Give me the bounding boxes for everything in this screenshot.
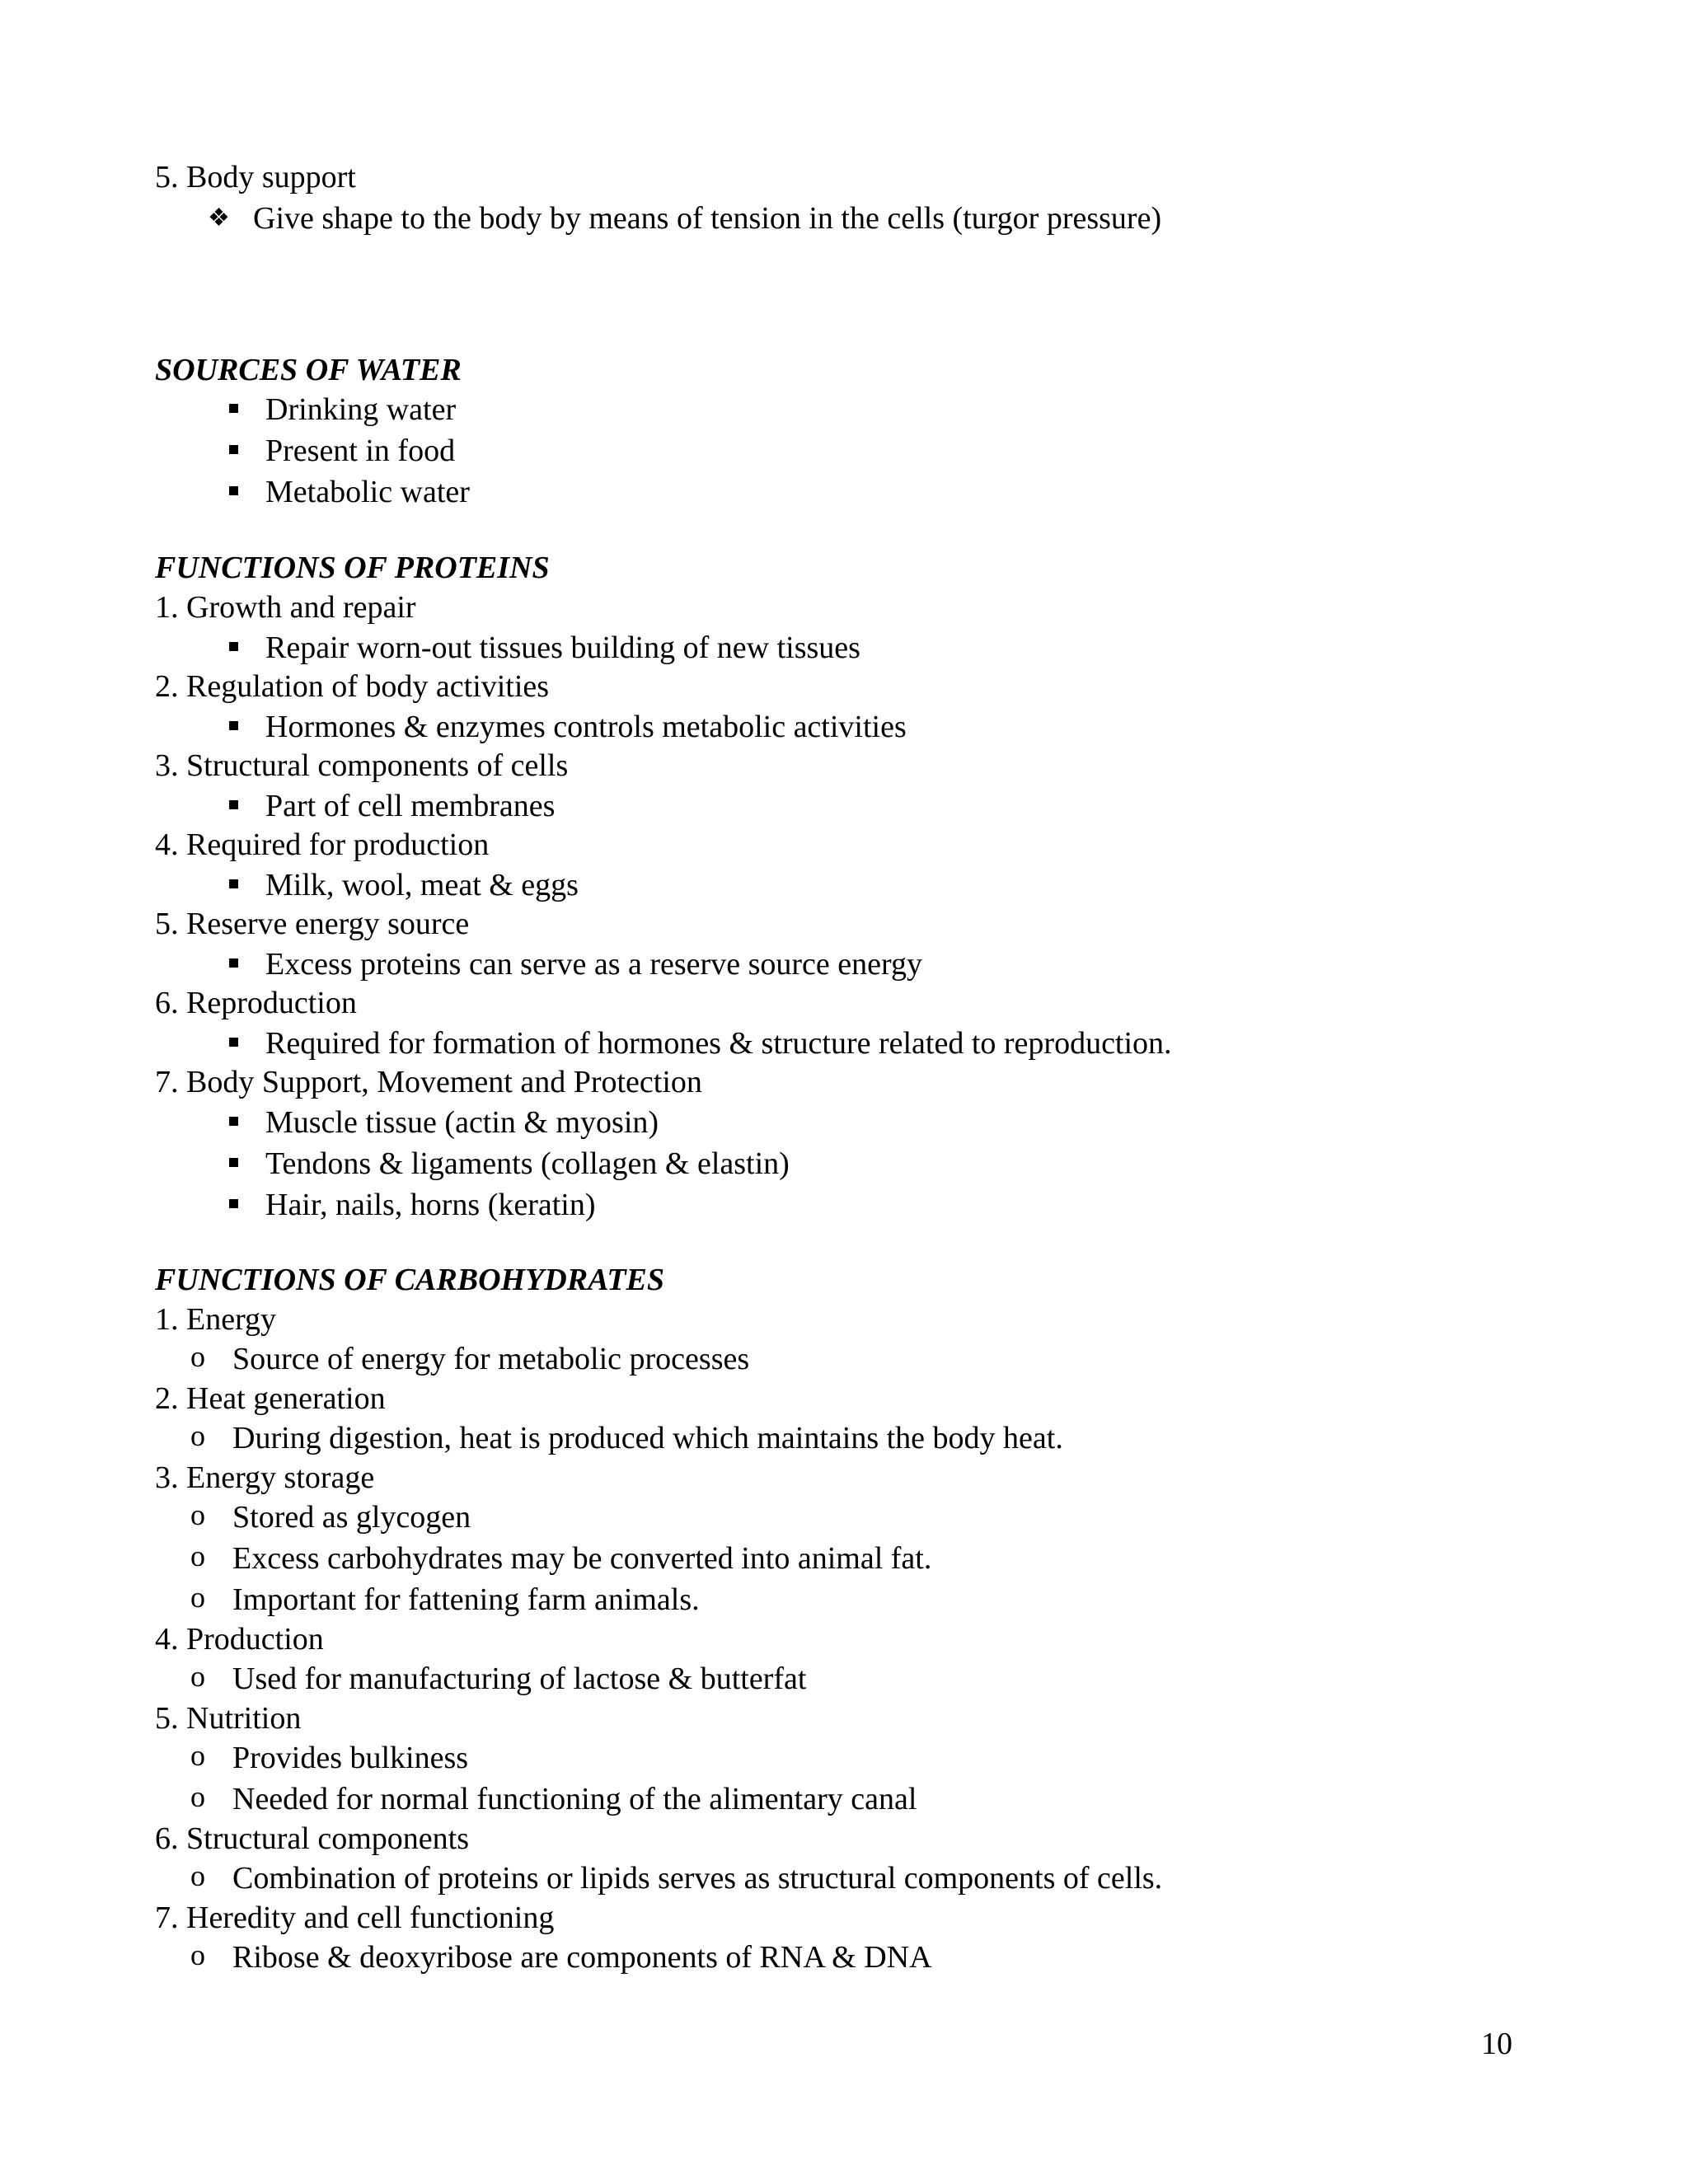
carbohydrate-function-item: 1. Energy xyxy=(155,1302,277,1337)
water-source-text: Present in food xyxy=(265,434,456,468)
carbohydrate-function-item: 3. Energy storage xyxy=(155,1460,375,1495)
water-source-text: Metabolic water xyxy=(265,475,470,509)
carbohydrate-function-item: 2. Heat generation xyxy=(155,1381,386,1416)
square-bullet-icon xyxy=(229,1117,238,1126)
protein-function-item: 5. Reserve energy source xyxy=(155,907,470,941)
square-bullet-icon xyxy=(229,800,238,809)
circle-bullet-icon: o xyxy=(190,1581,205,1614)
square-bullet-icon xyxy=(229,486,238,495)
square-bullet-icon xyxy=(229,721,238,730)
subitem-text: Combination of proteins or lipids serves as structural components of cells. xyxy=(232,1861,1163,1896)
circle-bullet-icon: o xyxy=(190,1739,205,1772)
circle-bullet-icon: o xyxy=(190,1938,205,1971)
subitem-text: Milk, wool, meat & eggs xyxy=(265,868,579,902)
functions-of-carbohydrates-heading: FUNCTIONS OF CARBOHYDRATES xyxy=(155,1263,665,1297)
square-bullet-icon xyxy=(229,404,238,413)
subitem-text: Excess carbohydrates may be converted into animal fat. xyxy=(232,1541,932,1576)
circle-bullet-icon: o xyxy=(190,1540,205,1572)
subitem-text: Provides bulkiness xyxy=(232,1741,469,1775)
subitem-text: Stored as glycogen xyxy=(232,1500,471,1535)
square-bullet-icon xyxy=(229,1038,238,1047)
square-bullet-icon xyxy=(229,879,238,888)
protein-function-item: 2. Regulation of body activities xyxy=(155,669,550,704)
body-support-item: 5. Body support xyxy=(155,160,356,194)
square-bullet-icon xyxy=(229,958,238,968)
square-bullet-icon xyxy=(229,1199,238,1208)
protein-function-item: 3. Structural components of cells xyxy=(155,748,569,783)
square-bullet-icon xyxy=(229,642,238,651)
subitem-text: During digestion, heat is produced which maintains the body heat. xyxy=(232,1421,1063,1455)
subitem-text: Part of cell membranes xyxy=(265,789,556,823)
subitem-text: Hormones & enzymes controls metabolic activities xyxy=(265,710,907,744)
subitem-text: Repair worn-out tissues building of new tissues xyxy=(265,630,860,665)
subitem-text: Important for fattening farm animals. xyxy=(232,1582,700,1617)
subitem-text: Ribose & deoxyribose are components of RNA & DNA xyxy=(232,1940,932,1975)
protein-function-item: 7. Body Support, Movement and Protection xyxy=(155,1065,702,1099)
subitem-text: Required for formation of hormones & structure related to reproduction. xyxy=(265,1026,1172,1061)
carbohydrate-function-item: 7. Heredity and cell functioning xyxy=(155,1900,555,1935)
subitem-text: Source of energy for metabolic processes xyxy=(232,1342,750,1376)
diamond-bullet-icon: ❖ xyxy=(208,204,230,232)
subitem-text: Muscle tissue (actin & myosin) xyxy=(265,1105,659,1140)
functions-of-proteins-heading: FUNCTIONS OF PROTEINS xyxy=(155,551,550,585)
carbohydrate-function-item: 5. Nutrition xyxy=(155,1701,302,1736)
square-bullet-icon xyxy=(229,445,238,454)
subitem-text: Excess proteins can serve as a reserve source energy xyxy=(265,947,922,982)
page-number: 10 xyxy=(1481,2027,1512,2061)
subitem-text: Used for manufacturing of lactose & butterfat xyxy=(232,1661,807,1696)
protein-function-item: 4. Required for production xyxy=(155,827,490,862)
subitem-text: Give shape to the body by means of tension in the cells (turgor pressure) xyxy=(253,201,1162,236)
carbohydrate-function-item: 4. Production xyxy=(155,1622,324,1657)
subitem-text: Hair, nails, horns (keratin) xyxy=(265,1188,596,1222)
carbohydrate-function-item: 6. Structural components xyxy=(155,1821,469,1856)
subitem-text: Needed for normal functioning of the alimentary canal xyxy=(232,1782,917,1816)
water-source-text: Drinking water xyxy=(265,392,457,427)
circle-bullet-icon: o xyxy=(190,1498,205,1531)
protein-function-item: 6. Reproduction xyxy=(155,986,357,1020)
sources-of-water-heading: SOURCES OF WATER xyxy=(155,353,462,387)
subitem-text: Tendons & ligaments (collagen & elastin) xyxy=(265,1146,790,1181)
protein-function-item: 1. Growth and repair xyxy=(155,590,416,625)
circle-bullet-icon: o xyxy=(190,1340,205,1373)
circle-bullet-icon: o xyxy=(190,1419,205,1452)
circle-bullet-icon: o xyxy=(190,1780,205,1813)
square-bullet-icon xyxy=(229,1158,238,1167)
circle-bullet-icon: o xyxy=(190,1660,205,1693)
circle-bullet-icon: o xyxy=(190,1859,205,1892)
